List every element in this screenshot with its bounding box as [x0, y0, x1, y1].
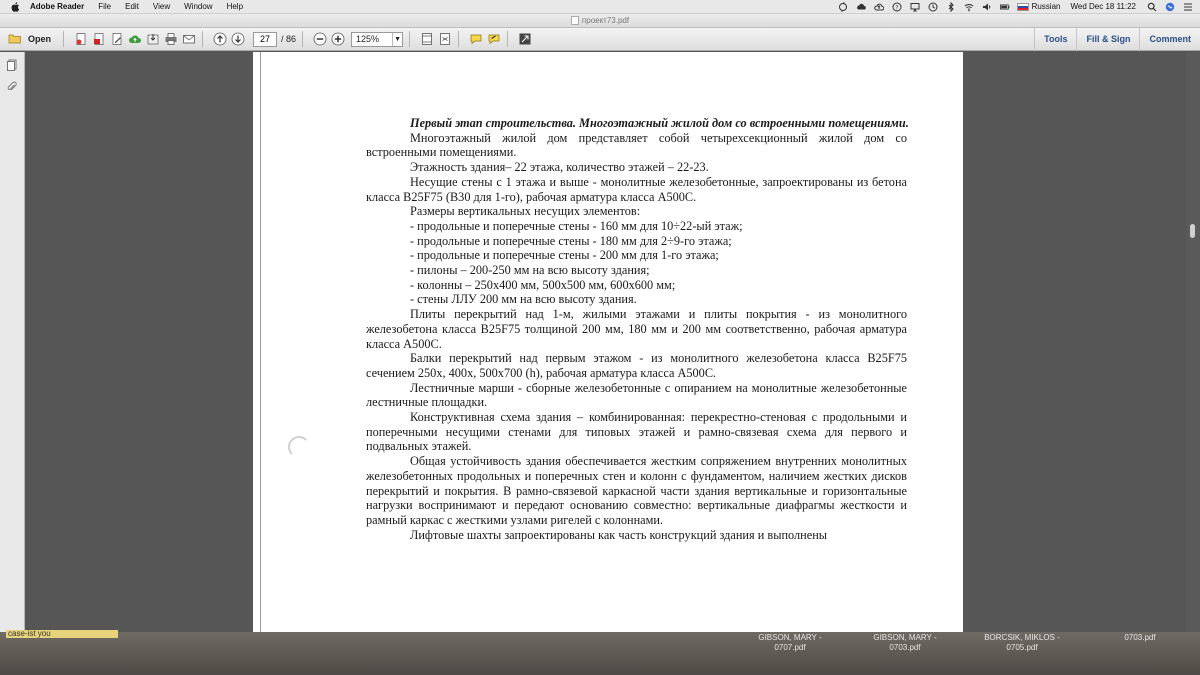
- page-content: [366, 116, 907, 542]
- toolbar-separator: [507, 31, 508, 47]
- zoom-out-button[interactable]: [313, 31, 327, 48]
- fit-page-icon: [438, 32, 452, 46]
- print-button[interactable]: [164, 31, 178, 48]
- upload-cloud-icon[interactable]: [873, 2, 885, 12]
- toolbar-separator: [458, 31, 459, 47]
- toolbar-separator: [409, 31, 410, 47]
- status-area: [837, 0, 1200, 14]
- wifi-icon[interactable]: [963, 2, 975, 12]
- zoom-select[interactable]: [351, 32, 403, 47]
- upload-cloud-icon: [128, 32, 142, 46]
- notification-center-icon[interactable]: [1182, 2, 1194, 12]
- menu-help[interactable]: Help: [226, 2, 244, 11]
- desktop-file[interactable]: [972, 633, 1072, 653]
- file-name-line: 0705.pdf: [1006, 643, 1038, 652]
- paragraph: Балки перекрытий над первым этажом - из монолитного железобетона класса В25F75 сечением 250х, 400х, 500х700 (h), рабочая арматура класса А500С.: [366, 351, 907, 380]
- file-name-line: 0703.pdf: [1124, 633, 1156, 642]
- scrollbar-thumb[interactable]: [1190, 224, 1195, 238]
- toolbar-panels: [1034, 28, 1200, 51]
- fill-and-sign-button[interactable]: Fill & Sign: [1076, 28, 1139, 51]
- document-view[interactable]: [26, 52, 1186, 632]
- zoom-out-icon: [313, 32, 327, 46]
- convert-pdf-button[interactable]: [92, 31, 106, 48]
- battery-icon[interactable]: [999, 2, 1011, 12]
- toolbar-separator: [302, 31, 303, 47]
- paragraph: Конструктивная схема здания – комбинированная: перекрестно-стеновая с продольными и поперечными несущими стенами для типовых этажей и рамно-связевая схема для первого и подвальных этажей.: [366, 410, 907, 454]
- menu-window[interactable]: Window: [184, 2, 213, 11]
- add-sticky-note-button[interactable]: [469, 31, 483, 48]
- toolbar-separator: [63, 31, 64, 47]
- zoom-value: 125%: [356, 34, 380, 44]
- pdf-page: [253, 52, 963, 632]
- sync-icon[interactable]: [837, 2, 849, 12]
- siri-icon[interactable]: [1164, 2, 1176, 12]
- comment-button[interactable]: Comment: [1139, 28, 1200, 51]
- paragraph: Многоэтажный жилой дом представляет собой четырехсекционный жилой дом со встроенными помещениями.: [366, 130, 907, 160]
- create-pdf-button[interactable]: [74, 31, 88, 48]
- tools-button[interactable]: Tools: [1034, 28, 1076, 51]
- email-button[interactable]: [182, 31, 196, 48]
- edit-pdf-icon: [110, 32, 124, 46]
- arrow-down-icon: [231, 32, 245, 46]
- edit-pdf-button[interactable]: [110, 31, 124, 48]
- macos-menu-bar: [0, 0, 1200, 14]
- list-item: - продольные и поперечные стены - 200 мм для 1-го этажа;: [410, 248, 719, 263]
- desktop-background: [0, 629, 1200, 675]
- comment-bubble-icon: [469, 32, 483, 46]
- page-margin-line: [260, 52, 261, 632]
- full-screen-button[interactable]: [518, 31, 532, 48]
- previous-page-button[interactable]: [213, 31, 227, 48]
- window-title-bar: [0, 14, 1200, 28]
- save-icon: [146, 32, 160, 46]
- file-name-line: 0707.pdf: [774, 643, 806, 652]
- menu-file[interactable]: File: [98, 2, 112, 11]
- reader-toolbar: [0, 28, 1200, 51]
- paragraph: Размеры вертикальных несущих элементов:: [410, 204, 641, 219]
- pdf-document-icon: [571, 16, 579, 25]
- convert-pdf-icon: [92, 32, 106, 46]
- paragraph: Общая устойчивость здания обеспечивается жестким сопряжением внутренних монолитных железобетонных продольных и поперечных стен и колонн с фундаментом, наличием жестких дисков перекрытий и покрытия. В рамно-связевой каркасной части здания вертикальные и горизонтальные нагрузки воспринимают и передают основанию совместно: вертикальные диафрагмы жесткости и рамный каркас с жесткими узлами ригелей с колоннами.: [366, 454, 907, 527]
- open-button-label: Open: [28, 34, 52, 44]
- file-name-line: GIBSON, MARY -: [873, 633, 937, 642]
- vertical-scrollbar[interactable]: [1186, 52, 1200, 632]
- help-icon[interactable]: [891, 2, 903, 12]
- svg-text:?: ?: [894, 4, 899, 11]
- folder-icon: [8, 32, 22, 46]
- bluetooth-icon[interactable]: [945, 2, 957, 12]
- paragraph: Лестничные марши - сборные железобетонные с опиранием на монолитные железобетонные лестничные площадки.: [366, 380, 907, 410]
- paragraph: Лифтовые шахты запроектированы как часть конструкций здания и выполнены: [410, 527, 828, 542]
- expand-icon: [518, 32, 532, 46]
- time-machine-icon[interactable]: [927, 2, 939, 12]
- zoom-in-button[interactable]: [331, 31, 345, 48]
- page-number-input[interactable]: [253, 32, 277, 47]
- open-button[interactable]: [6, 31, 57, 48]
- menubar-clock[interactable]: Wed Dec 18 11:22: [1070, 2, 1136, 11]
- fit-page-button[interactable]: [438, 31, 452, 48]
- airplay-icon[interactable]: [909, 2, 921, 12]
- window-title: проект73.pdf: [581, 16, 630, 25]
- attachments-icon[interactable]: [5, 80, 19, 94]
- upload-button[interactable]: [128, 31, 142, 48]
- fit-width-button[interactable]: [420, 31, 434, 48]
- next-page-button[interactable]: [231, 31, 245, 48]
- highlighter-icon: [487, 32, 501, 46]
- paragraph: Этажность здания– 22 этажа, количество этажей – 22-23.: [410, 160, 709, 175]
- fit-width-icon: [420, 32, 434, 46]
- input-source[interactable]: Russian: [1031, 2, 1061, 11]
- desktop-file[interactable]: [1090, 633, 1190, 643]
- page-total: / 86: [281, 34, 297, 44]
- loading-spinner-icon: [288, 436, 310, 458]
- paragraph: Плиты перекрытий над 1-м, жилыми этажами и плиты покрытия - из монолитного железобетона класса В25F75 толщиной 200 мм, 180 мм и 200 мм соответственно, рабочая арматура класса А500С.: [366, 307, 907, 351]
- menu-edit[interactable]: Edit: [125, 2, 139, 11]
- arrow-up-icon: [213, 32, 227, 46]
- zoom-in-icon: [331, 32, 345, 46]
- list-item: - продольные и поперечные стены - 160 мм для 10÷22-ый этаж;: [410, 218, 743, 233]
- desktop-sticky-note[interactable]: case-ist you: [6, 630, 118, 638]
- paragraph: Несущие стены с 1 этажа и выше - монолитные железобетонные, запроектированы из бетона класса В25F75 (В30 для 1-го), рабочая арматура класса А500С.: [366, 174, 907, 204]
- envelope-icon: [182, 32, 196, 46]
- list-item: - продольные и поперечные стены - 180 мм для 2÷9-го этажа;: [410, 233, 732, 248]
- navigation-pane: [0, 52, 25, 632]
- search-icon[interactable]: [1146, 2, 1158, 12]
- desktop-file[interactable]: [855, 633, 955, 653]
- file-name-line: GIBSON, MARY -: [758, 633, 822, 642]
- menu-app-name[interactable]: Adobe Reader: [30, 2, 85, 11]
- list-item: - стены ЛЛУ 200 мм на всю высоту здания.: [410, 292, 637, 307]
- toolbar-separator: [202, 31, 203, 47]
- page-thumbnails-icon[interactable]: [5, 58, 19, 72]
- list-item: - колонны – 250х400 мм, 500х500 мм, 600х600 мм;: [410, 277, 676, 292]
- menu-view[interactable]: View: [152, 2, 171, 11]
- list-item: - пилоны – 200-250 мм на всю высоту здания;: [410, 263, 650, 278]
- chevron-down-icon[interactable]: ▼: [392, 33, 402, 46]
- create-pdf-icon: [74, 32, 88, 46]
- highlight-text-button[interactable]: [487, 31, 501, 48]
- apple-menu-icon[interactable]: [10, 2, 20, 12]
- file-name-line: 0703.pdf: [889, 643, 921, 652]
- file-name-line: BORCSIK, MIKLOS -: [984, 633, 1060, 642]
- cloud-icon[interactable]: [855, 2, 867, 12]
- printer-icon: [164, 32, 178, 46]
- russian-flag-icon[interactable]: [1017, 3, 1029, 11]
- save-button[interactable]: [146, 31, 160, 48]
- desktop-file[interactable]: [740, 633, 840, 653]
- volume-icon[interactable]: [981, 2, 993, 12]
- section-heading: Первый этап строительства. Многоэтажный жилой дом со встроенными помещениями.: [410, 116, 909, 130]
